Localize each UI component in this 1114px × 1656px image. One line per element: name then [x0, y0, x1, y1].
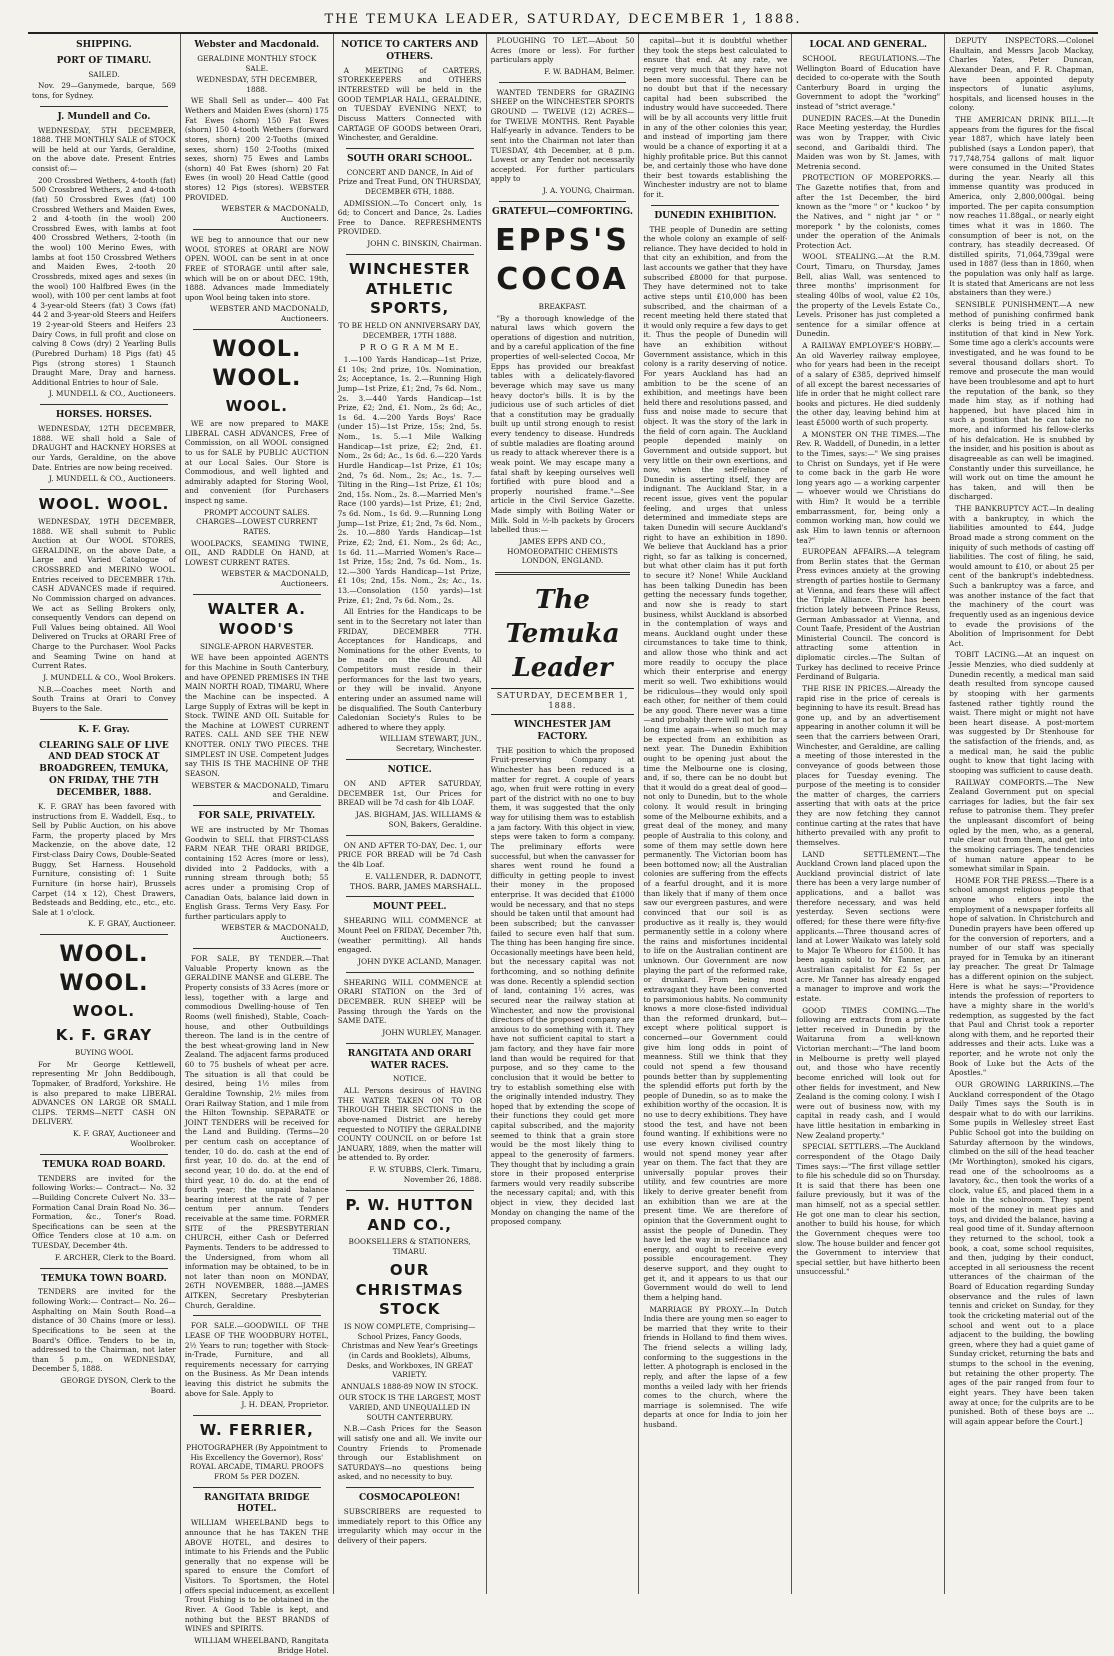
column-6 — [792, 34, 945, 1594]
display-heading: WALTER A. WOOD'S — [207, 600, 306, 638]
paragraph: capital—but it is doubtful whether they took the steps best calculated to ensure that end. At any rate, we regret very much that they have not been more successful. There can be no doubt but that if the necessary capital had been subscribed the industry would have succeeded. There will be by all accounts very little fruit in any of the other colonies this year, and instead of importing jam there would be a chance of exporting it at a highly profitable price. But this cannot be, and certainly those who have done their best towards establishing the Winchester industry are not to blame for it. — [643, 36, 788, 199]
paragraph: A MEETING of CARTERS, STOREKEEPERS and OTHERS INTERESTED will be held in the GOOD TEMPLAR HALL, GERALDINE, on TUESDAY EVENING NEXT, to Discuss Matters Connected with CARTAGE OF GOODS between Orari, Winchester, and Geraldine. — [337, 65, 482, 143]
display-heading: WOOL. — [225, 397, 288, 416]
paragraph: THE BANKRUPTCY ACT.—In dealing with a bankruptcy, in which the liabilities amounted to £44, Judge Broad made a strong comment on the iniquity of such methods of casting off liabilities. The cost of filing, he said, would amount to £10, or about 25 per cent of the bankrupt's indebtedness. Such a bankruptcy was a farce, and was another instance of the fact that the machinery of the court was frequently used as an ingenious device to evade the provisions of the Abolition of Imprisonment for Debt Act. — [949, 504, 1094, 648]
page-masthead: THE TEMUKA LEADER, SATURDAY, DECEMBER 1, 1888. — [324, 12, 802, 27]
column-divider — [193, 948, 321, 949]
display-heading: K. F. GRAY — [55, 1026, 153, 1045]
display-heading: P. W. HUTTON AND CO., — [345, 1195, 474, 1234]
column-divider — [499, 82, 627, 83]
column-divider — [40, 1268, 168, 1269]
paragraph: For Mr George Kettlewell, representing Mr John Beddibough, Topmaker, of Bradford, Yorkshire. He is also prepared to make LIBERAL ADVANCES ON LARGE OR SMALL CLIPS. TERMS—NETT CASH ON DELIVERY. — [32, 1059, 176, 1127]
display-heading: W. FERRIER, — [199, 1421, 314, 1440]
column-divider — [40, 719, 168, 720]
paragraph: TENDERS are invited for the following Works:— Contract— No. 32—Building Concrete Culvert No. 33—Formation Canal Drain Road No. 36—Formation, &c., Toner's Road. Specifications can be seen at the Office Tenders close at 10 a.m. on TUESDAY, December 4th. — [32, 1173, 176, 1251]
section-heading: FOR SALE, PRIVATELY. — [198, 811, 316, 822]
paragraph: EUROPEAN AFFAIRS.—A telegram from Berlin states that the German Press evinces anxiety at the growing strength of parties hostile to Germany at Vienna, and fears these will affect the Triple Alliance. There has been friction lately between Prince Reuss, German Ambassador at Vienna, and Count Taafe, President of the Austrian Ministerial Council. The concord is attracting some attention in diplomatic circles.—The Sultan of Turkey has declined to receive Prince Ferdinand of Bulgaria. — [796, 547, 941, 682]
column-2 — [181, 34, 334, 1655]
section-heading: TEMUKA ROAD BOARD. — [42, 1159, 166, 1170]
column-4 — [487, 34, 640, 1594]
paragraph: Nov. 29—Ganymede, barque, 569 tons, for Sydney. — [32, 81, 176, 100]
paragraph: SCHOOL REGULATIONS.—The Wellington Board of Education have decided to co-operate with the South Canterbury Board in urging the Government to adopt the "working" instead of "strict average." — [796, 53, 941, 111]
signature-line: GEORGE DYSON, Clerk to the Board. — [60, 1376, 176, 1395]
paragraph: ON AND AFTER SATURDAY, DECEMBER 1st, Our Prices for BREAD will be 7d cash for 4lb LOAF. — [337, 779, 482, 808]
signature-line: WEBSTER AND MACDONALD, Auctioneers. — [209, 304, 329, 324]
column-divider — [193, 1415, 321, 1416]
paragraph: THE people of Dunedin are setting the whole colony an example of self-reliance. They have decided to hold in that city an exhibition, and from the last accounts we gather that they have subscribed £8000 for that purpose. They have determined not to take active steps until £10,000 has been subscribed, and the chairman of a recent meeting held there stated that it would only require a few days to get it. Thus the people of Dunedin will have an exhibition without Government assistance, which in this colony is a rarity deserving of notice. For years Auckland has had an ambition to be the scene of an exhibition, and meetings have been held there and resolutions passed, and fuss and noise made to secure that object. It was the story of the lark in the field of corn again. The Auckland people depended mainly on Government and outside support, but very little on their own exertions, and now, when the self-reliance of Dunedin is asserting itself, they are indignant. The Auckland Star, in a recent issue, gives vent the popular feeling, and urges that unless determined and immediate steps are taken Dunedin will secure Auckland's right to have an exhibition in 1890. We believe that Auckland has a prior right, so far as talking is concerned, but what other claim has it put forth to secure it? None! While Auckland has been talking Dunedin has been getting the necessary funds together, and now she is ready to start business, whilst Auckland is absorbed in the contemplation of ways and means. Auckland ought under these circumstances to take time to think, and allow those who think and act more readily to occupy the place which their enterprise and energy merit so well. Two exhibitions would be ridiculous—they would only spoil each other, for neither of them could be any good. There never was a time—and probably there will not be for a long time again—when so much may be expected from an exhibition as next year. The Dunedin Exhibition ought to be opening just about the time the Melbourne one is closing, and, if so, there can be no doubt but that it would do a great deal of good—not only to Dunedin, but to the whole colony. It would result in bringing some of the Melbourne exhibits, and a great deal of the money, and many people of Australia to this colony, and some of them may settle down here permanently. The Victorian boom has been bottomed now; all the Australian colonies are suffering from the effects of a fearful drought, and it is more than likely that if many of them once saw our evergreen pastures, and were convinced that our soil is as productive as it really is, they would permanently settle in a colony where the rains and misfortunes incidental to life on the Australian continent are unknown. Our Government are now playing the part of the reformed rake, or drunkard. From being most extravagant they have been converted to parsimonious habits. No community knows a more close-fisted individual than the reformed drunkard, but—except where political support is concerned—our Government could give him long odds in point of meanness. Still we think that they could not spend a few thousand pounds better than by supplementing the splendid efforts put forth by the people of Dunedin, so as to make the exhibition worthy of the occasion. It is no use to decry exhibitions. They have stood the test, and have not been found wanting. If exhibitions were no use every known civilised country would not spend money year after year on them. The fact that they are universally popular proves their utility, and few countries are more likely to derive greater benefit from an exhibition than we are at the present time. We are therefore of opinion that the Government ought to assist the people of Dunedin. They have led the way in self-reliance and energy, and ought to receive every possible encouragement. They deserve support, and they ought to get it, and it appears to us that our Government would do well to lend them a helping hand. — [643, 224, 788, 1302]
column-divider — [346, 1043, 474, 1044]
signature-line: K. F. GRAY, Auctioneer. — [87, 919, 176, 929]
column-divider — [346, 1487, 474, 1488]
centered-line: JAMES EPPS AND CO., HOMOEOPATHIC CHEMISTS LONDON, ENGLAND. — [507, 536, 618, 566]
section-heading: RANGITATA AND ORARI WATER RACES. — [347, 1048, 472, 1071]
column-divider — [40, 1154, 168, 1155]
column-divider — [40, 106, 168, 107]
paragraph: ALL Persons desirous of HAVING THE WATER TAKEN ON TO OR THROUGH THEIR SECTIONS in the above-named District are hereby requested to NOTIFY the GERALDINE COUNTY COUNCIL on or before 1st JANUARY, 1889, when the matter will be attended to. By order. — [337, 1086, 482, 1163]
paragraph: WE beg to announce that our new WOOL STORES at ORARI are NOW OPEN. WOOL can be sent in at once FREE of STORAGE until after sale, which will be on or about DEC. 19th, 1888. Advances made Immediately upon Wool being taken into store. — [184, 235, 329, 302]
centered-line: OUR STOCK IS THE LARGEST, MOST VARIED, AND UNEQUALLED IN SOUTH CANTERBURY. — [338, 1393, 481, 1422]
centered-line: ANNUALS 1888-89 NOW IN STOCK. — [341, 1381, 479, 1391]
section-heading: RANGITATA BRIDGE HOTEL. — [204, 1492, 310, 1515]
centered-line: IS NOW COMPLETE, Comprising— School Prizes, Fancy Goods, Christmas and New Year's Greetings (in Cards and Booklets), Albums, Desks, and Workboxes, IN GREAT VARIETY. — [341, 1322, 478, 1380]
section-heading: MOUNT PEEL. — [372, 902, 447, 913]
signature-line: JAS. BIGHAM, JAS. WILLIAMS & SON, Bakers, Geraldine. — [355, 809, 482, 829]
paragraph: SPECIAL SETTLERS.—The Auckland correspondent of the Otago Daily Times says:—"The first village settler to file his schedule did so on Thursday. It is said that there has been one failure previously, but it was of the man himself, not as a special settler. He got one man to clear his section, another to build his house, for which the Government cheques were too slow. The house builder and fencer got the Government to interview that special settler, but have hitherto been unsuccessful." — [796, 1142, 941, 1277]
signature-line: F. ARCHER, Clerk to the Board. — [54, 1252, 176, 1262]
section-heading: PORT OF TIMARU. — [56, 55, 152, 66]
column-divider — [499, 201, 627, 202]
section-heading: WINCHESTER JAM FACTORY. — [514, 719, 611, 742]
column-divider — [346, 148, 474, 149]
paragraph: A RAILWAY EMPLOYEE'S HOBBY.—An old Waverley railway employee, who for years had been in the receipt of a salary of £385, deprived himself of all except the barest necessaries of life in order that he might collect rare books and pictures. He died suddenly the other day, leaving behind him at least £5000 worth of such property. — [796, 341, 941, 427]
centered-line: TO BE HELD ON ANNIVERSARY DAY, DECEMBER, 17TH 1888. — [338, 321, 481, 340]
paragraph: GOOD TIMES COMING.—The following are extracts from a private letter received in Dunedin by the Waitaruna from a well-known Victorian merchant:—"The land boom in Melbourne is pretty well played out, and those who have recently become enriched will look out for other fields for investment, and New Zealand is the coming colony. I wish I were out of business now, with my capital in ready cash, and I would have little hesitation in embarking in New Zealand property." — [796, 1005, 941, 1140]
centered-line: WEDNESDAY, 5TH DECEMBER, 1888. — [196, 75, 318, 94]
display-heading: OUR CHRISTMAS STOCK — [355, 1260, 464, 1319]
paragraph: "By a thorough knowledge of the natural laws which govern the operations of digestion and nutrition, and by a careful application of the fine properties of well-selected Cocoa, Mr Epps has provided our breakfast tables with a delicately-flavored beverage which may save us many heavy doctor's bills. It is by the judicious use of such articles of diet that a constitution may be gradually built up until strong enough to resist every tendency to disease. Hundreds of subtle maladies are floating around us ready to attack wherever there is a weak point. We may escape many a fatal shaft by keeping ourselves well fortified with pure blood and a properly nourished frame."—See article in the Civil Service Gazette. Made simply with Boiling Water or Milk. Sold in ½-lb packets by Grocers labelled thus:— — [490, 313, 635, 535]
display-heading: WOOL. — [72, 1002, 136, 1021]
large-display-heading: WOOL. WOOL. — [212, 337, 302, 392]
column-divider — [193, 805, 321, 806]
column-divider — [346, 254, 474, 255]
paragraph: ON AND AFTER TO-DAY, Dec. 1, our PRICE FOR BREAD will be 7d Cash the 4lb Loaf. — [337, 840, 482, 870]
paragraph: A MONSTER ON THE TIMES.—The Rev. R. Waddell, of Dunedin, in a letter to the Times, says:—" We sing praises to Christ on Sundays, yet if He were to come back in the garb He wore long years ago — a working carpenter — whoever would we Christians do with Him? It would be a terrible embarrassment, for, being only a common working man, how could we ask Him to lawn tennis or afternoon tea?" — [796, 429, 941, 545]
centered-line: SAILED. — [88, 69, 120, 79]
centered-line: SINGLE-APRON HARVESTER. — [199, 641, 314, 651]
signature-line: WEBSTER & MACDONALD, Auctioneers. — [221, 569, 329, 589]
signature-line: WEBSTER & MACDONALD, Timaru and Geraldine. — [191, 780, 329, 800]
signature-line: WEBSTER & MACDONALD, Auctioneers. — [221, 923, 329, 943]
paragraph: K. F. GRAY has been favored with instructions from E. Waddell, Esq., to Sell by Public Auction, on his above Farm, the property placed by Mrs Mackenzie, on the above date, 12 First-class Dairy Cows, Double-Seated Buggy, Set Harness. Household Furniture, consisting of: 1 Suite Furniture (in horse hair), Brussels Carpet (14 x 12), Chest Drawers, Bedsteads and Bedding, etc., etc., etc. Sale at 1 o'clock. — [32, 801, 176, 917]
section-heading: SOUTH ORARI SCHOOL. — [347, 153, 473, 164]
centered-line: BREAKFAST. — [538, 301, 587, 311]
paragraph: ADMISSION.—To Concert only, 1s 6d; to Concert and Dance, 2s. Ladies Free to Dance. REFRESHMENTS PROVIDED. — [337, 198, 482, 237]
column-5 — [639, 34, 792, 1594]
centered-line: CONCERT AND DANCE, In Aid of Prize and Treat Fund, ON THURSDAY, DECEMBER 6TH, 1888. — [338, 167, 482, 196]
paragraph: WEDNESDAY, 19TH DECEMBER, 1888. WE shall submit to Public Auction at Our WOOL STORES, GERALDINE, on the above Date, a Large and Varied Catalogue of CROSSBRED and MERINO WOOL. Entries received to DECEMBER 17th. CASH ADVANCES made if required. No Commission charged on advances. We act as Selling Brokers only, consequently Vendors can depend on Full Values being obtained. All Wool Delivered on Trucks at ORARI Free of Charge to the Purchaser. Wool Packs and Seaming Twine on hand at Current Rates. — [32, 516, 176, 671]
column-divider — [40, 404, 168, 405]
section-heading: Webster and Macdonald. — [194, 40, 320, 50]
signature-line: J. A. YOUNG, Chairman. — [542, 186, 635, 196]
signature-line: J. H. DEAN, Proprietor. — [241, 1400, 329, 1410]
column-divider — [346, 759, 474, 760]
paragraph: WANTED TENDERS for GRAZING SHEEP on the WINCHESTER SPORTS GROUND — TWELVE (12) ACRES—for TWELVE MONTHS. Rent Payable Half-yearly in advance. Tenders to be sent into the Chairman not later than TUESDAY, 4th December, at 8 p.m. Lowest or any Tender not necessarily accepted. For further particulars apply to — [490, 87, 635, 184]
column-divider — [346, 896, 474, 897]
section-heading: K. F. Gray. — [78, 724, 130, 735]
section-heading: HORSES. HORSES. — [55, 410, 152, 421]
column-3 — [334, 34, 487, 1594]
column-divider — [651, 205, 779, 206]
signature-line: WILLIAM STEWART, JUN., Secretary, Winchester. — [379, 734, 482, 754]
section-heading: NOTICE TO CARTERS AND OTHERS. — [341, 40, 479, 62]
signature-line: F. W. BADHAM, Belmer. — [544, 66, 635, 76]
column-divider — [346, 1190, 474, 1191]
paragraph: 200 Crossbred Wethers, 4-tooth (fat) 500 Crossbred Wethers, 2 and 4-tooth (fat) 50 Crossbred Ewes (fat) 100 Crossbred Wethers and Maiden Ewes, 2 and 4-tooth (in the wool) 200 Crossbred Ewes, with lambs at foot 400 Crossbred Wethers, 2-tooth (in the wool) 100 Merino Ewes, with lambs at foot 150 Crossbred Wethers and Maiden Ewes, 2-tooth 20 Crossbreds, mixed ages and sexes (in the wool) 100 Halfbred Ewes (in the wool), with 100 per cent lambs at foot 4 3-year-old Steers (fat) 3 Cows (fat) 44 2 and 3-year-old Steers and Heifers 19 2-year-old Steers and Heifers 23 Dairy Cows, in full profit and close on calving 8 Cows (dry) 2 Yearling Bulls (Purebred Durham) 18 Pigs (fat) 45 Pigs (strong stores) 1 Staunch Draught Mare, Dray and harness. Additional Entries to hour of Sale. — [32, 175, 176, 387]
section-heading: NOTICE. — [387, 765, 432, 776]
section-heading: TEMUKA TOWN BOARD. — [41, 1273, 167, 1284]
column-divider — [40, 489, 168, 490]
column-divider — [40, 934, 168, 935]
paragraph: WE are instructed by Mr Thomas Goodwin to SELL that FIRST-CLASS FARM NEAR THE ORARI BRIDGE, containing 152 Acres (more or less), divided into 2 Paddocks, with a running stream through both; 55 acres under a promising Crop of Canadian Oats, balance laid down in English Grass. Terms Very Easy. For further particulars apply to — [184, 825, 329, 921]
display-heading: WOOL. WOOL. — [38, 495, 170, 514]
signature-line: JOHN DYKE ACLAND, Manager. — [358, 956, 482, 966]
paragraph: WOOL STEALING.—At the R.M. Court, Timaru, on Thursday, James Bell, alias Wall, was sentenced to three months' imprisonment for stealing 40lbs of wool, value £2 10s, the property of the Levels Estate Co., Levels. Prisoner has just completed a sentence for a similar offence at Dunedin. — [796, 252, 941, 339]
paragraph: All Entries for the Handicaps to be sent in to the Secretary not later than FRIDAY, DECEMBER 7TH. Acceptances for Handicaps, and Nominations for the other Events, to be made on the Ground. All Competitors must reside in their performances for the last two years, or they will be invalid. Anyone entering under an assumed name will be disqualified. The South Canterbury Caledonian Society's Rules to be adhered to where they apply. — [337, 607, 482, 732]
paragraph: SENSIBLE PUNISHMENT.—A new method of punishing confirmed bank clerks is being tried in a certain institution of that kind in New York. Some time ago a clerk's accounts were investigated, and he was found to be several thousand dollars short. To remove and prosecute the man would have been troublesome and apt to hurt the reputation of the bank, so they made him stay, as if nothing had happened, but have placed him in such a position that he can take no more, and informed his fellow-clerks of his defalcation. He is snubbed by the insider, and his position is about as disagreeable as can well be imagined. Constantly under this surveillance, he will work out on time the amount he has taken, and will then be discharged. — [949, 299, 1094, 502]
large-display-heading: WOOL. WOOL. — [59, 942, 149, 997]
paragraph: PLOUGHING TO LET.—About 50 Acres (more or less). For further particulars apply — [490, 36, 635, 65]
paragraph: HOME FOR THE PRESS.—There is a school amongst religious people that anyone who enters into the employment of a newspaper forfeits all hope of salvation. In Christchurch and Dunedin prayers have been offered up for the conversion of reporters, and a number of our staff was specially prayed for in Temuka by an itinerant lay preacher. The great Dr Talmage has a different opinion on the subject. Here is what he says:—"Providence intends the profession of reporters to have a mighty share in the world's redemption, as suggested by the fact that Paul and Christ took a reporter along with them, and he reported their addresses and their acts. Luke was a reporter, and he wrote not only the Book of Luke but the Acts of the Apostles." — [949, 875, 1094, 1078]
paper-nameplate: The Temuka Leader — [505, 584, 620, 684]
paragraph: THE position to which the proposed Fruit-preserving Company at Winchester has been reduced is a matter for regret. A couple of years ago, when fruit were rotting in every part of the district with no one to buy them, it was suggested that the only way for utilising them was to establish a jam factory. With this object in view, steps were taken to form a company. The preliminary efforts were successful, but when the canvasser for shares went round he found a difficulty in getting people to invest their money in the proposed enterprise. It was decided that £1000 would be necessary, and that no steps should be taken until that amount had been subscribed; but the canvasser failed to secure even half that sum. The thing has been hanging fire since. Occasionally meetings have been held, but the necessary capital was not forthcoming, and so nothing definite was done. Recently a splendid section of land, containing 1½ acres, was secured near the railway station at Winchester, and now the provisional directors of the proposed company are anxious to do something with it. They have not sufficient capital to start a jam factory, and they have fair more land than would be required for that purpose, and so they came to the conclusion that it would be better to try to establish something else with the originally intended industry. They hoped that by extending the scope of their functions they could get more capital subscribed, and the majority seemed to think that a grain store would be the most likely thing to appeal to the generosity of farmers. They thought that by including a grain store in their proposed enterprise farmers would very readily subscribe the necessary capital; and, with this object in view, they decided last Monday on changing the name of the proposed company. — [490, 745, 635, 1227]
section-heading: DUNEDIN EXHIBITION. — [654, 210, 777, 221]
section-heading: CLEARING SALE OF LIVE AND DEAD STOCK AT BROADGREEN, TEMUKA, ON FRIDAY, THE 7TH DECEMBER, 1888. — [39, 740, 169, 799]
column-divider — [346, 972, 474, 973]
paragraph: WEDNESDAY, 5TH DECEMBER, 1888. THE MONTHLY SALE of STOCK will be held at our Yards, Geraldine, on the above date. Present Entries consist of:— — [32, 125, 176, 173]
section-heading: J. Mundell and Co. — [57, 111, 151, 122]
centered-line: NOTICE. — [392, 1074, 427, 1084]
signature-line: J. MUNDELL & CO., Auctioneers. — [48, 474, 176, 484]
paragraph: PROTECTION OF MOREPORKS.—The Gazette notifies that, from and after the 1st December, the bird known as the "more " or " kuckoo " by the Natives, and " night jar " or " morepork " by the colonists, comes under the operation of the Animals Protection Act. — [796, 173, 941, 250]
paragraph: WE Shall Sell as under— 400 Fat Wethers and Maiden Ewes (shorn) 175 Fat Ewes (shorn) 150 Fat Ewes (shorn) 150 4-tooth Wethers (forward stores, shorn) 200 2-Tooths (mixed sexes, shorn) 150 2-Tooths (mixed sexes, shorn) 75 Ewes and Lambs (shorn) 40 Fat Ewes (shorn) 20 Fat Ewes (in wool) 20 Head Cattle (good stores) 12 Pigs (stores). WEBSTER PROVIDED. — [184, 96, 329, 202]
display-heading: WINCHESTER ATHLETIC SPORTS, — [348, 259, 471, 318]
signature-line: K. F. GRAY, Auctioneer and Woolbroker. — [73, 1129, 176, 1148]
section-heading: COSMOCAPOLEON! — [359, 1493, 461, 1504]
paragraph: DUNEDIN RACES.—At the Dunedin Race Meeting yesterday, the Hurdles was won by Trapper, with Civic second, and Garibaldi third. The Maiden was won by St. James, with Metrenia second. — [796, 113, 941, 171]
paragraph: TENDERS are invited for the following Work:— Contract— No. 26—Asphalting on Main South Road—a distance of 30 Chains (more or less). Specifications to be seen at the Board's Office. Tenders to be in, addressed to the Chairman, not later than 5 p.m., on WEDNESDAY, December 5, 1888. — [32, 1287, 176, 1374]
signature-line: WILLIAM WHEELBAND, Rangitata Bridge Hotel. — [194, 1635, 329, 1655]
column-divider — [193, 229, 321, 230]
centered-line: PHOTOGRAPHER (By Appointment to His Excellency the Governor), Ross' ROYAL ARCADE, TIMARU. PROOFS FROM 5s PER DOZEN. — [186, 1443, 328, 1481]
section-heading: SHIPPING. — [76, 40, 132, 50]
paragraph: FOR SALE.—GOODWILL OF THE LEASE OF THE WOODBURY HOTEL, 2½ Years to run; together with Stock-in-Trade, Furniture, and all requirements necessary for carrying on the Business. As Mr Dean intends leaving this district he submits the above for Sale. Apply to — [184, 1321, 329, 1398]
column-divider — [346, 835, 474, 836]
paragraph: FOR SALE, BY TENDER.—That Valuable Property known as the GERALDINE MANSE and GLEBE. The Property consists of 33 Acres (more or less), together with a large and commodious Dwelling-house of Ten Rooms (well finished), Stable, Coach-house, and other Outbuildings thereon. The land is in the centre of the best wheat-growing land in New Zealand. The adjacent farms produced 60 to 75 bushels of wheat per acre. The situation is all that could be desired, being 1½ miles from Geraldine Township, 2½ miles from Orari Railway Station, and 1 mile from the Hilton Township. SEPARATE or JOINT TENDERS will be received for the Land and Building. (Terms—20 per centum cash on acceptance of tender, 10 do. do. cash at the end of first year, 10 do. do. at the end of second year, 10 do. do. at the end of third year, 10 do. do. at the end of fourth year; the unpaid balance bearing interest at the rate of 7 per centum per annum. Tenders receivable at the same time. FORMER SITE of the PRESBYTERIAN CHURCH, either Cash or Deferred Payments. Tenders to be addressed to the Undersigned, from whom all information may be obtained, to be in not later than noon on MONDAY, 26TH NOVEMBER, 1888.—JAMES AITKEN, Secretary Presbyterian Church, Geraldine. — [184, 954, 329, 1310]
paragraph: WE have been appointed AGENTS for this Machine in South Canterbury, and have OPENED PREMISES IN THE MAIN NORTH ROAD, TIMARU, Where the Machine can be inspected. A Large Supply of Extras will be kept in Stock. TWINE AND OIL Suitable for the Machine at LOWEST CURRENT RATES. CALL AND SEE THE NEW KNOTTER. ONLY TWO PIECES. THE SIMPLEST IN USE. Competent Judges say THIS IS THE MACHINE OF THE SEASON. — [184, 653, 329, 778]
centered-line: PROMPT ACCOUNT SALES. CHARGES—LOWEST CURRENT RATES. — [196, 507, 318, 536]
paragraph: WEDNESDAY, 12TH DECEMBER, 1888. WE shall hold a Sale of DRAUGHT and HACKNEY HORSES at our Yards, Geraldine, on the above Date. Entries are now being received. — [32, 424, 176, 472]
paper-dateline: SATURDAY, DECEMBER 1, 1888. — [491, 688, 635, 715]
signature-line: J. MUNDELL & CO., Wool Brokers. — [43, 672, 176, 682]
signature-line: F. W. STUBBS, Clerk. Timaru, November 26, 1888. — [369, 1165, 482, 1184]
section-heading: LOCAL AND GENERAL. — [809, 40, 927, 50]
paragraph: DEPUTY INSPECTORS.—Colonel Haultain, and Messrs Jacob Mackay, Charles Yates, Peter Duncan, Alexander Dean, and F. R. Chapman, have been appointed deputy inspectors of lunatic asylums, hospitals, and licensed houses in the colony. — [949, 36, 1094, 113]
paragraph: RAILWAY COMFORTS.—The New Zealand Government put on special carriages for ladies, but the fair sex refuse to patronise them. They prefer the unpleasant discomfort of being ogled by the men, who, as a general, rule clear out from them, and get into the smoking carriages. The tendencies of human nature appear to be somewhat similar in Spain. — [949, 777, 1094, 874]
double-divider — [495, 572, 631, 575]
column-1 — [28, 34, 181, 1594]
signature-line: JOHN C. BINSKIN, Chairman. — [367, 239, 482, 248]
columns-container — [28, 34, 1098, 1655]
cocoa-advert-heading: EPPS'S COCOA — [495, 222, 630, 298]
paragraph: MARRIAGE BY PROXY.—In Dutch India there are young men so eager to be married that they write to their friends in Holland to find them wives. The friend selects a willing lady, conforming to the suggestions in the letter. A photograph is enclosed in the reply, and after the lapse of a few months a veiled lady with her friends comes to the church, where the marriage is solemnised. The wife departs at once for India to join her husband. — [643, 1304, 788, 1429]
paragraph: N.B.—Coaches meet North and South Trains at Orari to Convey Buyers to the Sale. — [32, 684, 176, 714]
paragraph: WE are now prepared to MAKE LIBERAL CASH ADVANCES, Free of Commission, on all WOOL consigned to us for SALE by PUBLIC AUCTION at our Local Sales. Our Store is Commodious, and well lighted and admirably adapted for Storing Wool, and convenient (for Purchasers inspect ng same. — [184, 419, 329, 506]
signature-line: J. MUNDELL & CO., Auctioneers. — [48, 389, 176, 399]
paragraph: 1.—100 Yards Handicap—1st Prize, £1 10s; 2nd prize, 10s. Nomination, 2s; Acceptance, 1s. 2.—Running High Jump—1st Prize, £1; 2nd, 7s 6d. Nom., 2s. 3.—440 Yards Handicap—1st Prize, £2; 2nd, £1. Nom., 2s 6d; Ac., 1s 6d. 4.—200 Yards Boys' Race (under 15)—1st Prize, 15s; 2nd, 5s. Nom., 1s. 5.—1 Mile Walking Handicap—1st prize, £2; 2nd, £1. Nom., 2s 6d; Ac., 1s 6d. 6.—220 Yards Hurdle Handicap—1st Prize, £1 10s; 2nd, 7s 6d. Nom., 2s; Ac., 1s. 7.—Tilting in the Ring—1st Prize, £1 10s; 2nd, 15s. Nom., 2s. 8.—Married Men's Race (100 yards)—1st Prize, £1; 2nd, 7s 6d. Nom., 1s 6d. 9.—Running Long Jump—1st Prize, £1; 2nd, 7s 6d. Nom., 2s. 10.—880 Yards Handicap—1st Prize, £2; 2nd, £1. Nom., 2s 6d; Ac., 1s 6d. 11.—Married Women's Race—1st Prize, 15s; 2nd, 7s 6d. Nom., 1s. 12.—300 Yards Handicap—1st Prize, £1 10s; 2nd, 15s. Nom., 2s; Ac., 1s. 13.—Consolation (150 yards)—1st Prize, £1; 2nd, 7s 6d. Nom., 2s. — [337, 355, 482, 605]
paragraph: SUBSCRIBERS are requested to immediately report to this Office any irregularity which may occur in the delivery of their papers. — [337, 1506, 482, 1545]
paragraph: SHEARING WILL COMMENCE at Mount Peel on FRIDAY, December 7th, (weather permitting). All hands engaged. — [337, 916, 482, 955]
paragraph: LAND SETTLEMENT.—The Auckland Crown land placed upon the Auckland provincial district of late there has been a very large number of applications, and a ballot was therefore necessary, and was held yesterday. Seven sections were offered; for these there were fifty-five applicants.—Three thousand acres of land at Lower Waikato was lately sold to Major Te Wheoro for £1500. It has been again sold to Mr Tanner, an Australian capitalist for £2 5s per acre. Mr Tanner has already engaged a manager to improve and work the estate. — [796, 849, 941, 1003]
signature-line: JOHN WURLEY, Manager. — [382, 1027, 482, 1037]
spaced-heading: P R O G R A M M E. — [360, 342, 460, 352]
centered-line: BOOKSELLERS & STATIONERS, TIMARU. — [348, 1237, 471, 1257]
column-7 — [945, 34, 1098, 1594]
paragraph: WOOLPACKS, SEAMING TWINE, OIL, AND RADDLE On HAND, at LOWEST CURRENT RATES. — [184, 538, 329, 567]
column-divider — [193, 329, 321, 330]
column-divider — [193, 1487, 321, 1488]
section-heading: GRATEFUL—COMFORTING. — [492, 206, 633, 217]
paragraph: SHEARING WILL COMMENCE at ORARI STATION on the 3rd of DECEMBER. RUN SHEEP will be Passing through the Yards on the SAME DATE. — [337, 977, 482, 1026]
column-divider — [193, 1315, 321, 1316]
paragraph: TOBIT LACING.—At an inquest on Jessie Menzies, who died suddenly at Dunedin recently, a medical man said death resulted from syncope caused by stooping with her garments fastened rather tightly round the waist. There might or might not have been heart disease. A post-mortem was suggested by Dr Stenhouse for the satisfaction of the friends, and, as a medical man, he said the public ought to know that tight lacing with stooping was sufficient to cause death. — [949, 650, 1094, 775]
paragraph: THE RISE IN PRICES.—Already the rapid rise in the price of cereals is beginning to have its result. Bread has gone up, and by an advertisement appearing in another column it will be seen that the carriers between Orari, Winchester, and Geraldine, are calling a meeting of those interested in the conveyance of goods between those places for Tuesday evening. The purpose of the meeting is to consider the matter of charges, the carriers asserting that with oats at the price they are now fetching they cannot continue carting at the rates that have hitherto prevailed with any profit to themselves. — [796, 683, 941, 847]
paragraph: THE AMERICAN DRINK BILL.—It appears from the figures for the fiscal year 1887, which have lately been published (says a London paper), that 717,748,754 gallons of malt liquor were consumed in the United States during the year. Nearly all this immense quantity was produced in America, only 2,800,000gal. being imported. The per capita consumption now reaches 11.88gal., or nearly eight times what it was in 1860. The consumption of beer is not, on the contrary, has steadily decreased. Of distilled spirits, 71,064,739gal were used in 1887 (less than in 1860, when the population was only half as large. It is stated that Americans are not less abstainers than they were.) — [949, 115, 1094, 298]
centered-line: BUYING WOOL — [74, 1048, 133, 1058]
paragraph: OUR GROWING LARRIKINS.—The Auckland correspondent of the Otago Daily Times says the South is in despair what to do with our larrikins. Some pupils in Wellesley street East Public School got into the building on Saturday afternoon by the windows, climbed on the sill of the head teacher (Mr Worthington), smoked his cigars, read one of the schoolrooms as a lavatory, &c., then took the works of a clock, value £5, and placed them in a hole in the schoolroom. They spent most of the money in meat pies and toys, and divided the balance, having a real good time of it. Sunday afternoon they returned to the school, took a book, a coat, some school requisites, and then, judging by their conduct, accepted in all seriousness the recent utterances of the chairman of the Board of Education regarding Sunday observance and the rules of lawn tennis and cricket on Sunday, for they took the cricketing material out of the school and went out to a place adjacent to the building, the bowling green, where they had a quiet game of Sunday cricket, returning the bats and stumps to the school in the evening, but retaining the other property. The ages of the pair ranged from four to eight years. They have been taken away at once; for the culprits are to be punished. Both of these boys are ... will again appear before the Court.] — [949, 1079, 1094, 1426]
paragraph: WILLIAM WHEELBAND begs to announce that he has TAKEN THE ABOVE HOTEL, and desires to intimate to his Friends and the Public generally that no expense will be spared to ensure the Comfort of Visitors. To Sportsmen, the Hotel offers special inducement, as excellent Trout Fishing is to be obtained in the River. A Good Table is kept, and nothing but the BEST BRANDS of WINES and SPIRITS. — [184, 1518, 329, 1634]
column-divider — [193, 594, 321, 595]
signature-line: WEBSTER & MACDONALD, Auctioneers. — [221, 204, 329, 224]
centered-line: GERALDINE MONTHLY STOCK SALE. — [197, 53, 317, 73]
paragraph: N.B.—Cash Prices for the Season will satisfy one and all. We invite our Country Friends to Promenade through our Establishment on SATURDAYS—no questions being asked, and no necessity to buy. — [337, 1424, 482, 1482]
signature-line: E. VALLENDER, R. DADNOTT, THOS. BARR, JAMES MARSHALL. — [349, 871, 482, 891]
